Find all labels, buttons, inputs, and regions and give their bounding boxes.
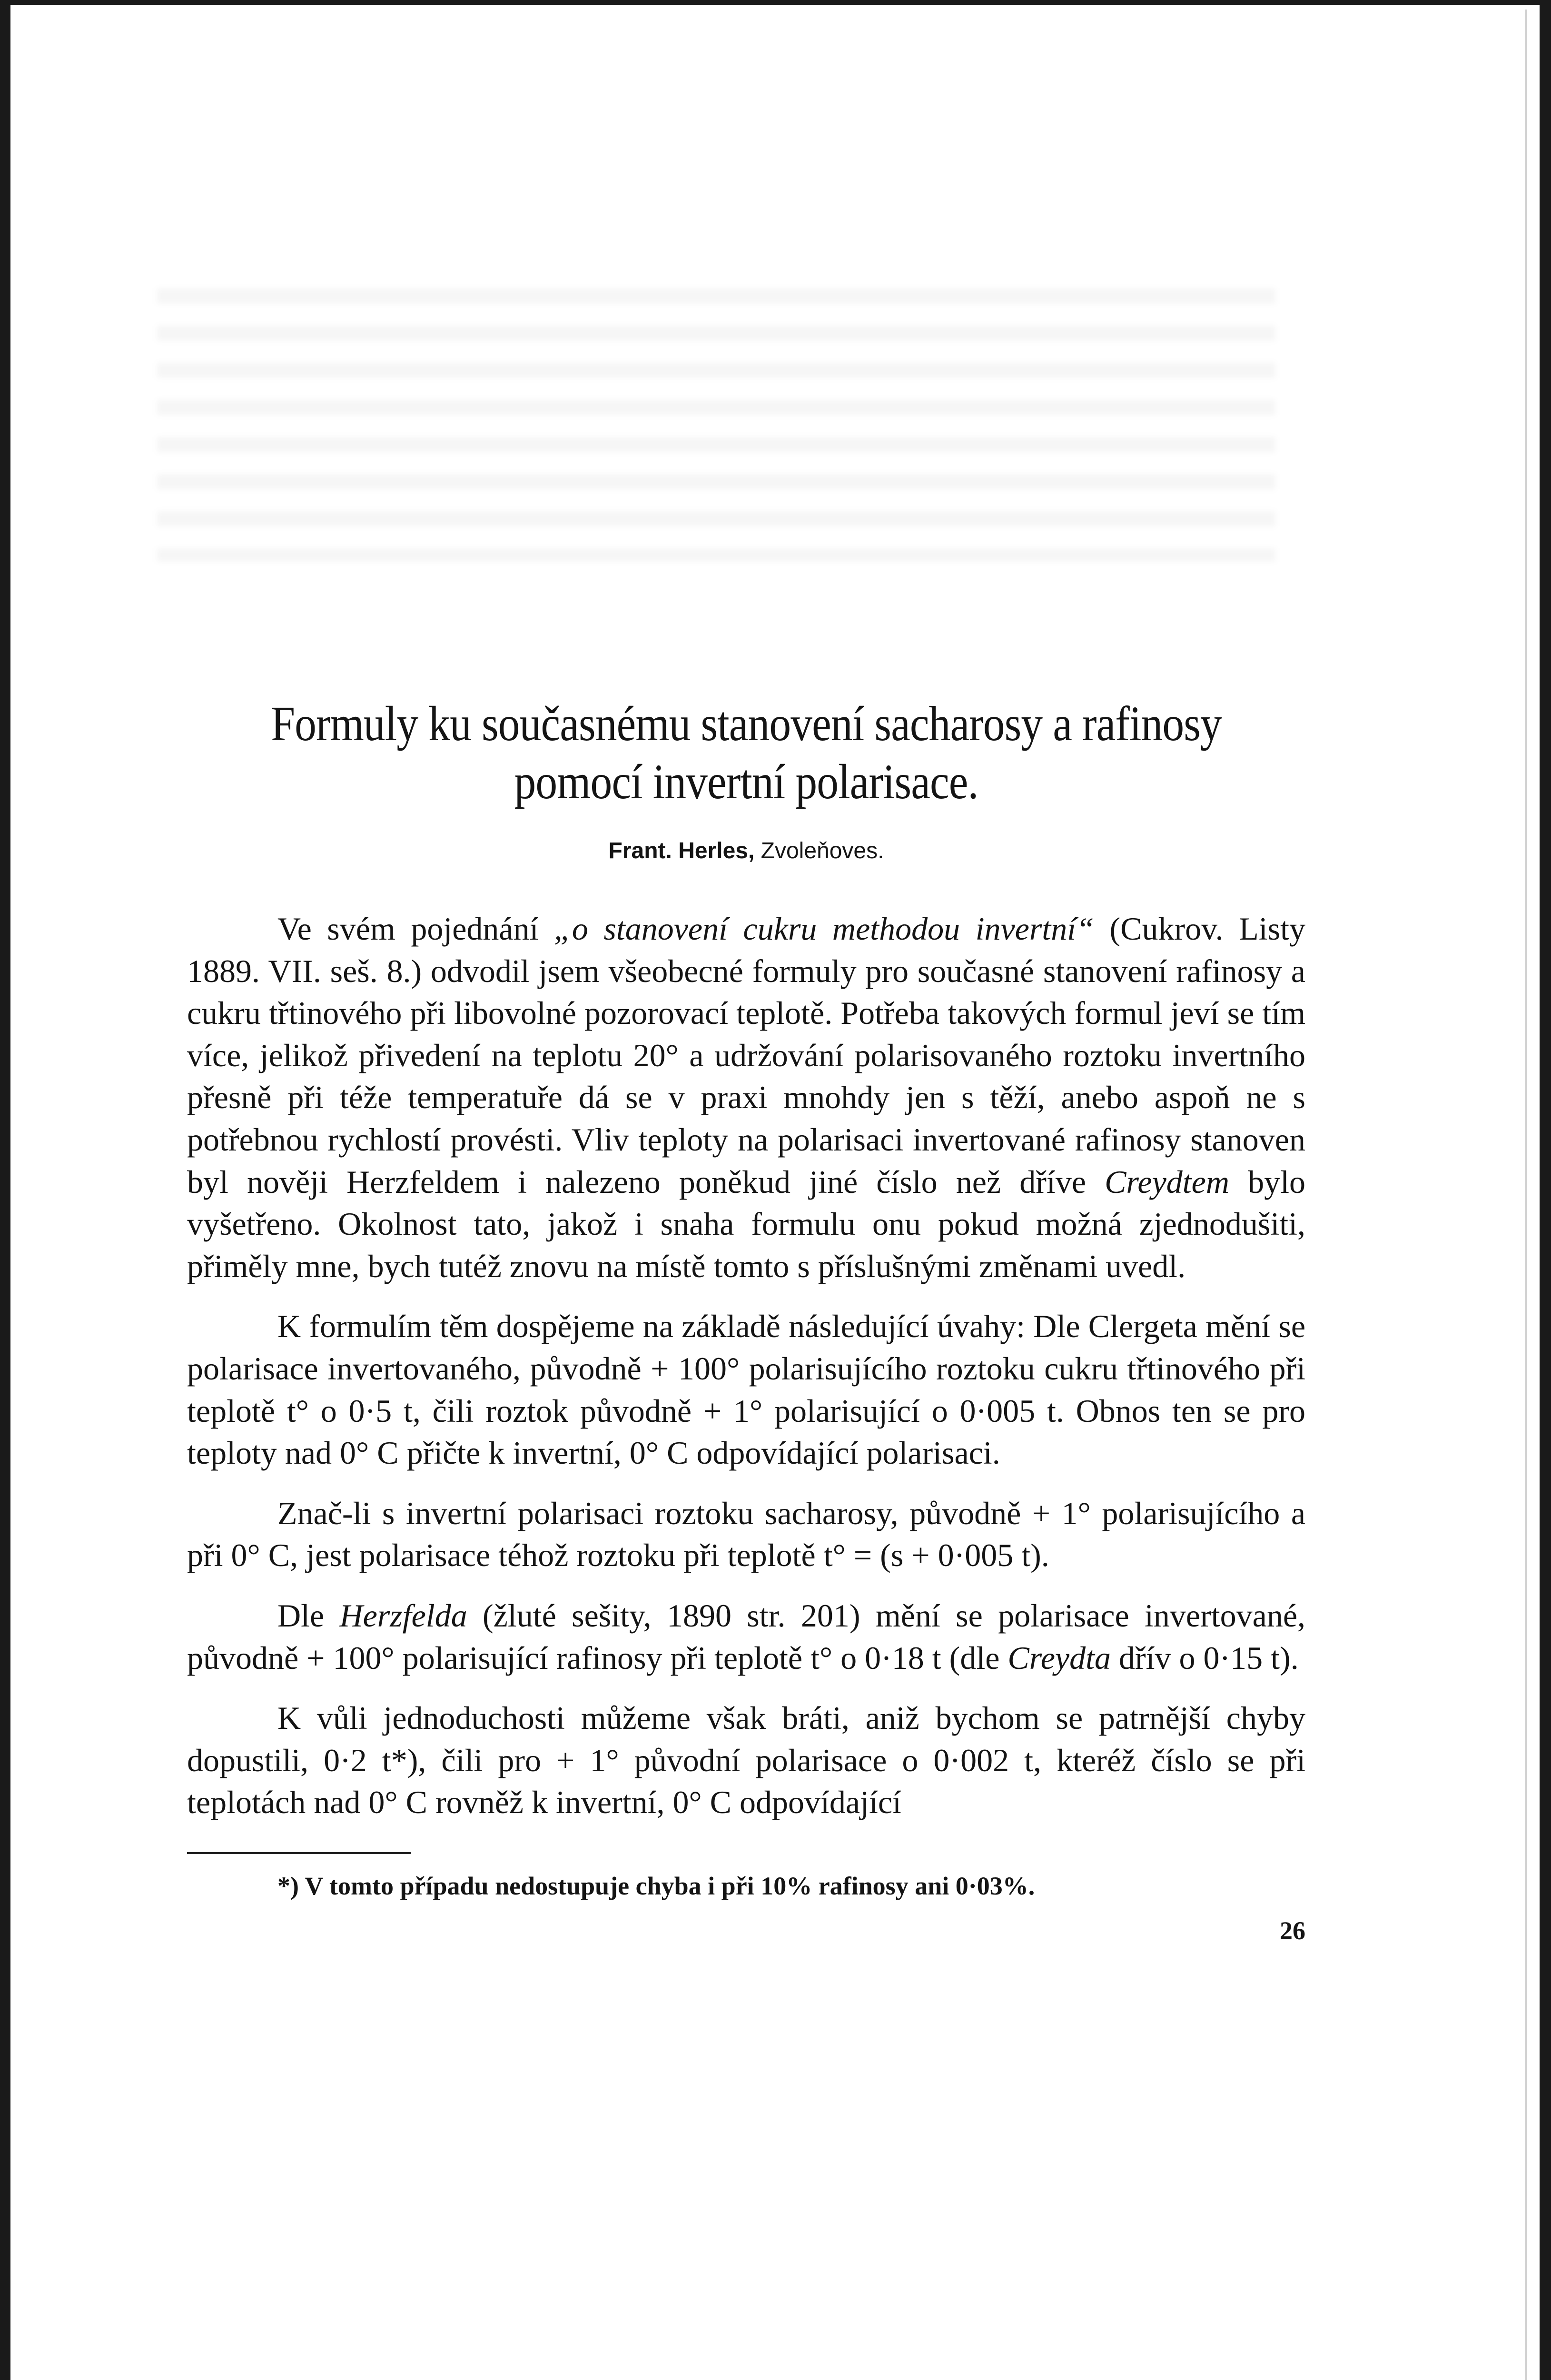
paragraph-1 xyxy=(187,908,1305,1287)
p4-emphasis-creydta: Creydta xyxy=(1008,1639,1111,1676)
scan-border-left xyxy=(0,0,10,2380)
p4-text-a: Dle xyxy=(277,1597,340,1634)
title-line-2: pomocí invertní polarisace. xyxy=(514,754,978,809)
p1-emphasis-creydtem: Creydtem xyxy=(1105,1163,1229,1200)
paragraph-5: K vůli jednoduchosti můžeme však bráti, aniž bychom se patrnější chyby dopustili, 0·2 t*), čili pro + 1° původní polarisace o 0·002 t, kteréž číslo se při teplotách nad 0° C rovněž k invertní, 0° C odpovídající xyxy=(187,1700,1305,1821)
footnote: *) V tomto případu nedostupuje chyba i při 10% rafinosy ani 0·03%. xyxy=(277,1871,1035,1900)
paragraph-4 xyxy=(187,1595,1305,1679)
scan-border-top xyxy=(0,0,1551,5)
show-through-bleed xyxy=(157,267,1275,562)
author-place: Zvoleňoves. xyxy=(761,838,884,863)
paragraph-2: K formulím těm dospějeme na základě následující úvahy: Dle Clergeta mění se polarisace invertovaného, původně + 100° polarisujícího roztoku cukru třtinového při teplotě t° o 0·5 t, čili roztok původně + 1° polarisující o 0·005 t. Obnos ten se pro teploty nad 0° C přičte k invertní, 0° C odpovídající polarisaci. xyxy=(187,1308,1305,1471)
title-line-1: Formuly ku současnému stanovení sacharosy a rafinosy xyxy=(271,696,1222,751)
paragraph-3: Znač-li s invertní polarisaci roztoku sacharosy, původně + 1° polarisujícího a při 0° C, jest polarisace téhož roztoku při teplotě t° = (s + 0·005 t). xyxy=(187,1495,1305,1574)
p4-text-c: dřív o 0·15 t). xyxy=(1110,1639,1299,1676)
page-number: 26 xyxy=(1280,1916,1305,1945)
page-gutter-line xyxy=(1525,10,1527,2380)
scan-border-right xyxy=(1540,0,1551,2380)
p1-text-c: bylo vyšetřeno. Okolnost tato, jakož i snaha formulu onu pokud možná zjednodušiti, přiměly mne, bych tutéž znovu na místě tomto s příslušnými změnami uvedl. xyxy=(187,1163,1305,1284)
p1-text-b: (Cukrov. Listy 1889. VII. seš. 8.) odvodil jsem všeobecné formuly pro současné stanovení rafinosy a cukru třtinového při libovolné pozorovací teplotě. Potřeba takových formul jeví se tím více, jelikož přivedení na teplotu 20° a udržování polarisovaného roztoku invertního přesně při téže temperatuře dá se v praxi mnohdy jen s těží, anebo aspoň ne s potřebnou rychlostí provésti. Vliv teploty na polarisaci invertované rafinosy stanoven byl nověji Herzfeldem i nalezeno poněkud jiné číslo než dříve xyxy=(187,911,1305,1200)
p4-text-b: (žluté sešity, 1890 str. 201) mění se polarisace invertované, původně + 100° polarisující rafinosy při teplotě t° o 0·18 t (dle xyxy=(187,1597,1305,1676)
author-name: Frant. Herles, xyxy=(608,838,755,863)
document-page xyxy=(187,695,1305,1945)
p4-emphasis-herzfelda: Herzfelda xyxy=(339,1597,467,1634)
footnote-divider xyxy=(187,1852,411,1854)
p1-text-a: Ve svém pojednání xyxy=(277,911,554,947)
p1-emphasis-title: „o stanovení cukru methodou invertní“ xyxy=(554,911,1094,947)
author-line xyxy=(187,838,1305,864)
article-title xyxy=(254,695,1238,811)
